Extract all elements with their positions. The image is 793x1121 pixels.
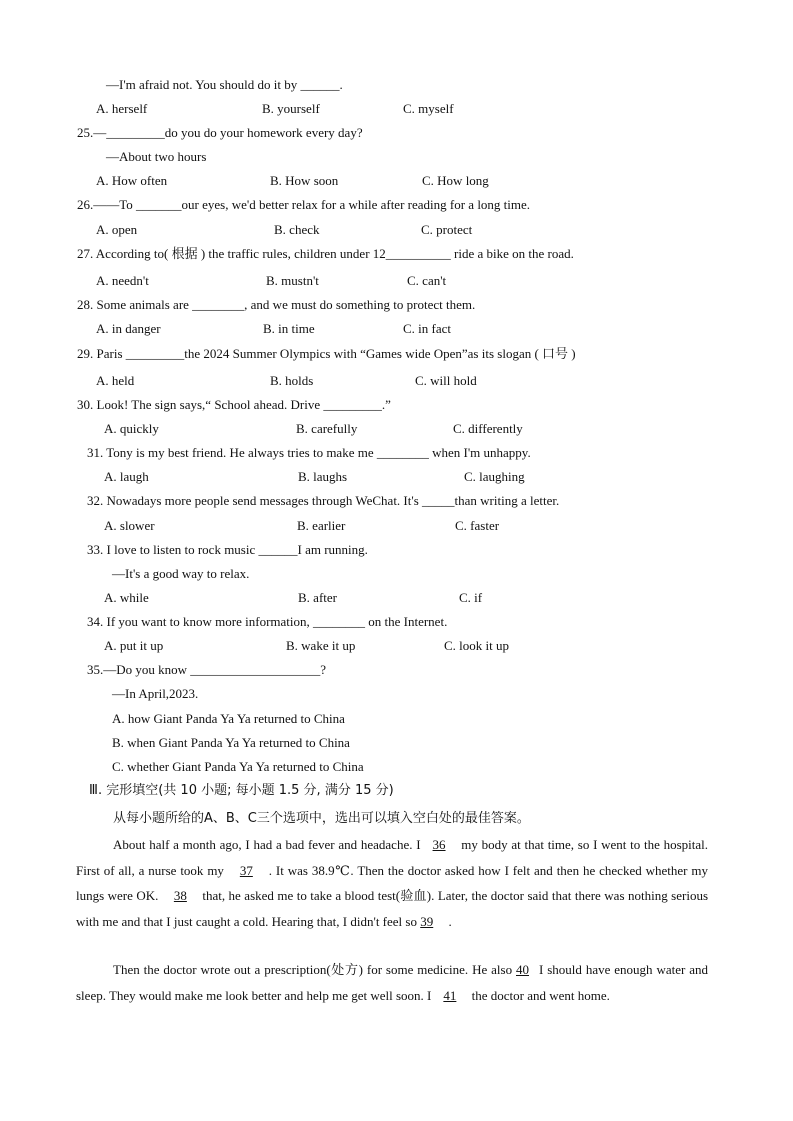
q34-option-c: C. look it up	[444, 638, 510, 653]
q29-option-c: C. will hold	[415, 373, 477, 388]
blank-38: 38	[173, 888, 187, 903]
q35-option-c: C. whether Giant Panda Ya Ya returned to China	[112, 759, 364, 774]
q27-option-a: A. needn't	[96, 273, 149, 288]
q24-option-a: A. herself	[96, 101, 148, 116]
q25-option-b: B. How soon	[270, 173, 339, 188]
q29-stem: 29. Paris _________the 2024 Summer Olympics with “Games wide Open”as its slogan ( 口号 )	[77, 346, 576, 361]
cloze-text: Then the doctor wrote out a prescription(处方) for some medicine. He also	[113, 962, 516, 977]
q29-option-b: B. holds	[270, 373, 314, 388]
q32-option-c: C. faster	[455, 518, 500, 533]
q35-answer-line: —In April,2023.	[112, 686, 199, 701]
q27-option-b: B. mustn't	[266, 273, 319, 288]
q26-stem: 26.——To _______our eyes, we'd better relax for a while after reading for a long time.	[77, 197, 531, 212]
q31-stem: 31. Tony is my best friend. He always tries to make me ________ when I'm unhappy.	[87, 445, 531, 460]
q27-stem: 27. According to( 根据 ) the traffic rules, children under 12__________ ride a bike on the road.	[77, 246, 574, 261]
cloze-text: that, he asked me to take a blood test(验血). Later, the doctor said that there was nothing serious with me and that I just caught a cold. Hearing that, I didn't feel so	[76, 888, 708, 929]
q30-stem: 30. Look! The sign says,“ School ahead. Drive _________.”	[77, 397, 391, 412]
cloze-text: .	[445, 913, 452, 929]
blank-37: 37	[239, 862, 253, 878]
section3-instruction: 从每小题所给的A、B、C三个选项中，选出可以填入空白处的最佳答案。	[113, 811, 530, 826]
cloze-paragraph-2	[76, 957, 708, 1008]
q33-option-b: B. after	[298, 590, 337, 605]
q26-option-b: B. check	[274, 222, 320, 237]
q30-option-c: C. differently	[453, 421, 523, 436]
q34-stem: 34. If you want to know more information, ________ on the Internet.	[87, 614, 448, 629]
blank-41: 41	[443, 987, 457, 1003]
q32-option-b: B. earlier	[297, 518, 346, 533]
q34-option-b: B. wake it up	[286, 638, 356, 653]
q35-stem: 35.—Do you know ____________________?	[87, 662, 327, 677]
q35-option-b: B. when Giant Panda Ya Ya returned to China	[112, 735, 350, 750]
cloze-paragraph-1	[76, 832, 708, 934]
q28-option-b: B. in time	[263, 321, 315, 336]
q35-option-a: A. how Giant Panda Ya Ya returned to China	[112, 711, 345, 726]
q30-option-b: B. carefully	[296, 421, 358, 436]
q33-stem: 33. I love to listen to rock music ______I am running.	[87, 542, 368, 557]
q33-option-c: C. if	[459, 590, 483, 605]
q33-answer-line: —It's a good way to relax.	[112, 566, 250, 581]
q26-option-a: A. open	[96, 222, 138, 237]
q33-option-a: A. while	[104, 590, 149, 605]
q25-option-a: A. How often	[96, 173, 168, 188]
q24-option-b: B. yourself	[262, 101, 320, 116]
q34-option-a: A. put it up	[104, 638, 164, 653]
q25-option-c: C. How long	[422, 173, 489, 188]
q32-option-a: A. slower	[104, 518, 155, 533]
cloze-text: About half a month ago, I had a bad fever and headache. I	[113, 837, 421, 852]
q25-stem: 25.—_________do you do your homework every day?	[77, 125, 363, 140]
q31-option-c: C. laughing	[464, 469, 525, 484]
q28-stem: 28. Some animals are ________, and we must do something to protect them.	[77, 297, 476, 312]
blank-40: 40	[516, 962, 529, 977]
section3-heading: Ⅲ. 完形填空(共 10 小题; 每小题 1.5 分, 满分 15 分)	[89, 783, 394, 798]
cloze-text: my body at that time, so I went to the hospital. First of all, a nurse took my	[76, 837, 708, 878]
q28-option-c: C. in fact	[403, 321, 452, 336]
q30-option-a: A. quickly	[104, 421, 159, 436]
q25-answer-line: —About two hours	[106, 149, 207, 164]
q31-option-a: A. laugh	[104, 469, 149, 484]
q27-option-c: C. can't	[407, 273, 447, 288]
cloze-text: . It was 38.9℃. Then the doctor asked how I felt and then he checked whether my lungs were OK.	[76, 862, 708, 903]
q26-option-c: C. protect	[421, 222, 473, 237]
cloze-text: the doctor and went home.	[468, 987, 610, 1003]
q32-stem: 32. Nowadays more people send messages through WeChat. It's _____than writing a letter.	[87, 493, 560, 508]
q24-option-c: C. myself	[403, 101, 454, 116]
blank-39: 39	[420, 913, 434, 929]
cloze-text: I should have enough water and sleep. They would make me look better and help me get well soon. I	[76, 962, 708, 1003]
q24-answer-line: —I'm afraid not. You should do it by ______.	[106, 77, 343, 92]
blank-36: 36	[432, 837, 446, 852]
q31-option-b: B. laughs	[298, 469, 348, 484]
q29-option-a: A. held	[96, 373, 135, 388]
q28-option-a: A. in danger	[96, 321, 161, 336]
